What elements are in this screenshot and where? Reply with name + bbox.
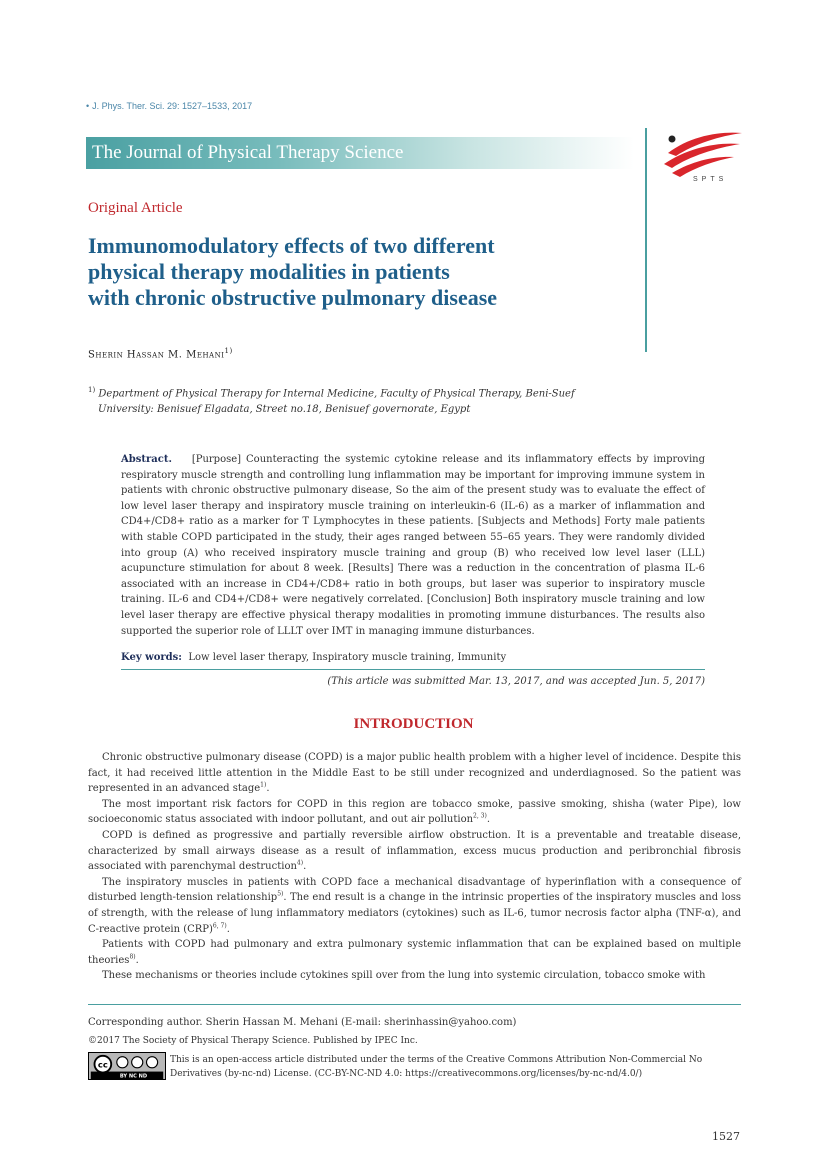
title-line: physical therapy modalities in patients — [88, 259, 450, 284]
journal-title: The Journal of Physical Therapy Science — [92, 142, 404, 163]
abstract-label: Abstract. — [121, 454, 172, 465]
submission-dates: (This article was submitted Mar. 13, 2017, and was accepted Jun. 5, 2017) — [327, 676, 705, 687]
keywords-label: Key words: — [121, 652, 182, 663]
abstract-text: [Purpose] Counteracting the systemic cytokine release and its inflammatory effects by improving respiratory muscle strength and controlling lung inflammation may be important for improving immune system in patients with chronic obstructive pulmonary disease, So the aim of the present study was to evaluate the effect of low level laser therapy and inspiratory muscle training on interleukin-6 (IL-6) as a marker of inflammation and CD4+/CD8+ ratio as a marker for T Lymphocytes in these patients. [Subjects and Methods] Forty male patients with stable COPD participated in the study, their ages ranged between 55–65 years. They were randomly divided into group (A) who received inspiratory muscle training and group (B) who received low level laser (LLL) acupuncture stimulation for about 8 week. [Results] There was a reduction in the concentration of plasma IL-6 associated with an increase in CD4+/CD8+ ratio in both groups, but laser was superior to inspiratory muscle training. IL-6 and CD4+/CD8+ were negatively correlated. [Conclusion] Both inspiratory muscle training and low level laser therapy are effective physical therapy modalities in promoting immune disturbances. The results also supported the superior role of LLLT over IMT in managing immune disturbances. — [121, 454, 706, 637]
header-divider — [645, 128, 647, 352]
paragraph: The inspiratory muscles in patients with COPD face a mechanical disadvantage of hyperinflation with a consequence of disturbed length-tension relationship$^{5)}$. The end result is a change in the intrinsic properties of the inspiratory muscles and loss of strength, with the release of lung inflammatory mediators (cytokines) such as IL-6, tumor necrosis factor alpha (TNF-α), and C-reactive protein (CRP)$^{6, 7)}$. — [88, 876, 741, 935]
journal-citation: • J. Phys. Ther. Sci. 29: 1527–1533, 2017 — [86, 101, 253, 111]
paragraph: The most important risk factors for COPD in this region are tobacco smoke, passive smoking, shisha (water Pipe), low socioeconomic status associated with indoor pollutant, and out air pollution$^{2, 3)}$. — [88, 798, 741, 826]
author-name: Sherin Hassan M. Mehani$^{1)}$ — [88, 347, 233, 361]
creative-commons-icon — [88, 1052, 166, 1080]
paragraph: COPD is defined as progressive and partially reversible airflow obstruction. It is a preventable and treatable disease, characterized by small airways disease as a result of inflammation, excess mucus production and peribronchial fibrosis associated with parenchymal destruction$^{4)}$. — [88, 829, 741, 873]
affiliation-marker: 1) — [88, 386, 96, 394]
affiliation — [88, 382, 628, 418]
copyright: ©2017 The Society of Physical Therapy Science. Published by IPEC Inc. — [88, 1036, 418, 1046]
title-line: with chronic obstructive pulmonary disease — [88, 285, 498, 310]
affiliation-line: University: Benisuef Elgadata, Street no.18, Benisuef governorate, Egypt — [98, 404, 471, 416]
paragraph: Patients with COPD had pulmonary and extra pulmonary systemic inflammation that can be explained based on multiple theories$^{8)}$. — [88, 939, 741, 966]
corresponding-author: Corresponding author. Sherin Hassan M. Mehani (E-mail: sherinhassin@yahoo.com) — [88, 1017, 517, 1028]
svg-text:cc: cc — [97, 1059, 108, 1070]
keywords-text: Low level laser therapy, Inspiratory muscle training, Immunity — [188, 652, 507, 663]
article-title — [88, 233, 638, 311]
section-heading: INTRODUCTION — [353, 716, 474, 732]
footer-divider — [88, 1004, 741, 1005]
title-line: Immunomodulatory effects of two different — [88, 233, 495, 258]
introduction-body — [88, 750, 741, 984]
logo-text: SPTS — [693, 176, 728, 183]
page-number: 1527 — [712, 1130, 740, 1143]
abstract — [121, 452, 705, 639]
keywords-divider — [121, 669, 705, 670]
paragraph: These mechanisms or theories include cytokines spill over from the lung into systemic circulation, tobacco smoke with — [102, 970, 706, 982]
paragraph: Chronic obstructive pulmonary disease (COPD) is a major public health problem with a higher level of incidence. Despite this fact, it had received little attention in the Middle East to be still under recognized and underdiagnosed. So the patient was represented in an advanced stage$^{1)}$. — [88, 752, 741, 795]
affiliation-line: Department of Physical Therapy for Internal Medicine, Faculty of Physical Therapy, Beni-Suef — [98, 388, 575, 400]
license-text: This is an open-access article distributed under the terms of the Creative Commons Attribution Non-Commercial No Derivatives (by-nc-nd) License. (CC-BY-NC-ND 4.0: https://creativecommons.org/licenses/by-nc-nd/4.0/) — [170, 1055, 703, 1079]
cc-badge-text: BY NC ND — [119, 1073, 148, 1080]
article-type: Original Article — [88, 200, 183, 216]
bullet-icon: • — [86, 101, 90, 111]
keywords — [121, 652, 506, 663]
